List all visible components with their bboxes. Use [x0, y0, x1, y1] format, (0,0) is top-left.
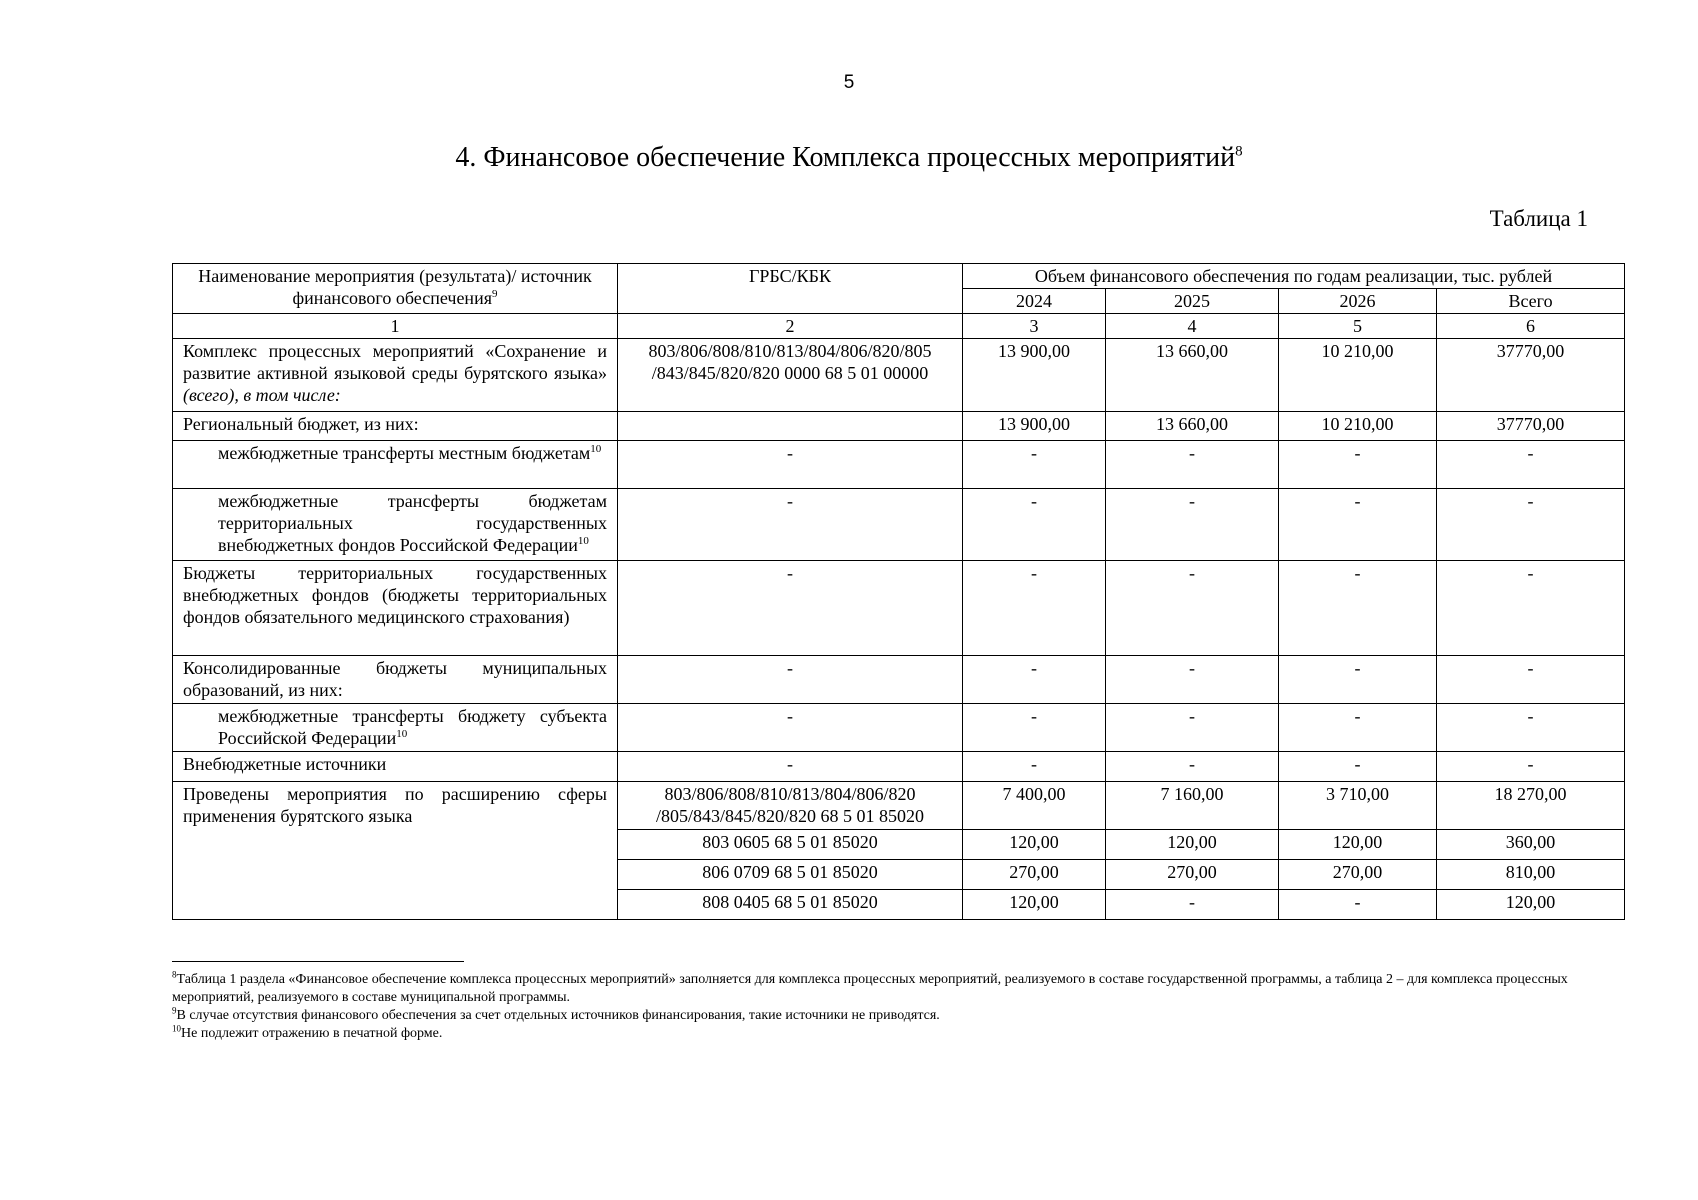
- header-volume: Объем финансового обеспечения по годам реализации, тыс. рублей: [963, 264, 1625, 289]
- row-kbk: 808 0405 68 5 01 85020: [618, 890, 963, 920]
- row-value-2024: 7 400,00: [963, 782, 1106, 830]
- row-value-2024: -: [963, 656, 1106, 704]
- row-kbk: 803 0605 68 5 01 85020: [618, 830, 963, 860]
- page-title: [0, 142, 1698, 174]
- column-number: 4: [1106, 314, 1279, 339]
- header-row: [173, 264, 1625, 289]
- table-row: [173, 412, 1625, 441]
- row-kbk: -: [618, 704, 963, 752]
- row-value-2026: -: [1279, 441, 1437, 489]
- table-row: [173, 752, 1625, 782]
- row-value-2025: 270,00: [1106, 860, 1279, 890]
- footnote-ref: 8: [172, 969, 177, 980]
- row-value-2026: 10 210,00: [1279, 339, 1437, 412]
- row-name: Региональный бюджет, из них:: [173, 412, 618, 441]
- table-row: [173, 441, 1625, 489]
- row-value-2024: -: [963, 704, 1106, 752]
- header-year: 2026: [1279, 289, 1437, 314]
- row-value-2024: -: [963, 441, 1106, 489]
- column-number: 6: [1437, 314, 1625, 339]
- row-value-total: -: [1437, 441, 1625, 489]
- row-kbk: 806 0709 68 5 01 85020: [618, 860, 963, 890]
- row-value-total: -: [1437, 752, 1625, 782]
- row-value-total: -: [1437, 656, 1625, 704]
- row-name: Проведены мероприятия по расширению сферы применения бурятского языка: [173, 782, 618, 920]
- table-row: [173, 656, 1625, 704]
- table-row: [173, 489, 1625, 561]
- row-value-total: 37770,00: [1437, 339, 1625, 412]
- header-footnote-ref: 9: [491, 288, 498, 300]
- row-kbk: [618, 412, 963, 441]
- row-kbk: -: [618, 656, 963, 704]
- header-kbk: ГРБС/КБК: [618, 264, 963, 314]
- row-value-2025: 7 160,00: [1106, 782, 1279, 830]
- table-row: [173, 704, 1625, 752]
- row-value-2024: 13 900,00: [963, 412, 1106, 441]
- row-value-2026: -: [1279, 656, 1437, 704]
- row-kbk: -: [618, 489, 963, 561]
- row-value-2024: -: [963, 561, 1106, 656]
- row-value-2024: -: [963, 752, 1106, 782]
- row-value-2025: -: [1106, 441, 1279, 489]
- row-name: Бюджеты территориальных государственных внебюджетных фондов (бюджеты территориальных фондов обязательного медицинского страхования): [173, 561, 618, 656]
- row-name: межбюджетные трансферты бюджетам территориальных государственных внебюджетных фондов Российской Федерации$^{10}$: [173, 489, 618, 561]
- footnotes: [172, 971, 1592, 1043]
- row-name: межбюджетные трансферты местным бюджетам$^{10}$: [173, 441, 618, 489]
- row-value-total: 120,00: [1437, 890, 1625, 920]
- row-value-2026: 10 210,00: [1279, 412, 1437, 441]
- table-row: [173, 561, 1625, 656]
- page-number: 5: [843, 72, 855, 93]
- row-value-2025: 13 660,00: [1106, 339, 1279, 412]
- row-value-2026: -: [1279, 704, 1437, 752]
- row-value-2025: -: [1106, 489, 1279, 561]
- table-caption: Таблица 1: [1489, 206, 1588, 231]
- row-value-2026: -: [1279, 489, 1437, 561]
- row-value-2025: -: [1106, 561, 1279, 656]
- table-row: [173, 339, 1625, 412]
- row-value-2026: -: [1279, 890, 1437, 920]
- column-number: 5: [1279, 314, 1437, 339]
- header-year: 2024: [963, 289, 1106, 314]
- row-name: Консолидированные бюджеты муниципальных образований, из них:: [173, 656, 618, 704]
- row-value-total: 18 270,00: [1437, 782, 1625, 830]
- row-value-2024: -: [963, 489, 1106, 561]
- column-number: 2: [618, 314, 963, 339]
- row-footnote-ref: 10: [396, 728, 408, 740]
- column-numbers-row: [173, 314, 1625, 339]
- row-name: Комплекс процессных мероприятий «Сохранение и развитие активной языковой среды бурятского языка» (всего), в том числе:: [173, 339, 618, 412]
- column-number: 3: [963, 314, 1106, 339]
- row-footnote-ref: 10: [577, 535, 589, 547]
- row-footnote-ref: 10: [590, 443, 602, 455]
- header-total: Всего: [1437, 289, 1625, 314]
- row-value-2026: 270,00: [1279, 860, 1437, 890]
- row-value-total: 360,00: [1437, 830, 1625, 860]
- row-kbk: 803/806/808/810/813/804/806/820/805 /843/845/820/820 0000 68 5 01 00000: [618, 339, 963, 412]
- row-value-2024: 120,00: [963, 830, 1106, 860]
- footnote: $^8$Таблица 1 раздела «Финансовое обеспечение комплекса процессных мероприятий» заполняется для комплекса процессных мероприятий, реализуемого в составе государственной программы, а таблица 2 – для комплекса процессных мероприятий, реализуемого в составе муниципальной программы.: [172, 969, 1568, 1005]
- row-kbk: -: [618, 441, 963, 489]
- row-name: Внебюджетные источники: [173, 752, 618, 782]
- row-value-2026: -: [1279, 561, 1437, 656]
- header-year: 2025: [1106, 289, 1279, 314]
- row-value-total: -: [1437, 561, 1625, 656]
- row-value-2025: 13 660,00: [1106, 412, 1279, 441]
- row-value-total: 810,00: [1437, 860, 1625, 890]
- financing-table: [172, 263, 1625, 920]
- footnote: $^{10}$Не подлежит отражению в печатной форме.: [172, 1023, 443, 1041]
- page-title-text: 4. Финансовое обеспечение Комплекса процессных мероприятий: [455, 142, 1236, 173]
- row-value-2026: -: [1279, 752, 1437, 782]
- column-number: 1: [173, 314, 618, 339]
- row-kbk: -: [618, 561, 963, 656]
- row-value-2024: 270,00: [963, 860, 1106, 890]
- row-value-2025: -: [1106, 752, 1279, 782]
- row-value-2025: -: [1106, 656, 1279, 704]
- row-value-2025: 120,00: [1106, 830, 1279, 860]
- table-row: [173, 782, 1625, 830]
- footnote-divider: [172, 961, 464, 962]
- row-value-total: -: [1437, 704, 1625, 752]
- footnote-ref: 9: [172, 1005, 177, 1016]
- row-kbk: -: [618, 752, 963, 782]
- row-value-2024: 120,00: [963, 890, 1106, 920]
- row-value-2025: -: [1106, 704, 1279, 752]
- row-value-2026: 120,00: [1279, 830, 1437, 860]
- row-value-total: -: [1437, 489, 1625, 561]
- row-value-total: 37770,00: [1437, 412, 1625, 441]
- footnote-ref: 10: [172, 1023, 181, 1034]
- footnote: $^9$В случае отсутствия финансового обеспечения за счет отдельных источников финансирования, такие источники не приводятся.: [172, 1005, 940, 1023]
- row-kbk: 803/806/808/810/813/804/806/820 /805/843/845/820/820 68 5 01 85020: [618, 782, 963, 830]
- row-value-2025: -: [1106, 890, 1279, 920]
- header-name: Наименование мероприятия (результата)/ источник финансового обеспечения$^9$: [173, 264, 618, 314]
- title-footnote-ref: 8: [1235, 143, 1243, 160]
- row-name: межбюджетные трансферты бюджету субъекта Российской Федерации$^{10}$: [173, 704, 618, 752]
- row-value-2026: 3 710,00: [1279, 782, 1437, 830]
- row-value-2024: 13 900,00: [963, 339, 1106, 412]
